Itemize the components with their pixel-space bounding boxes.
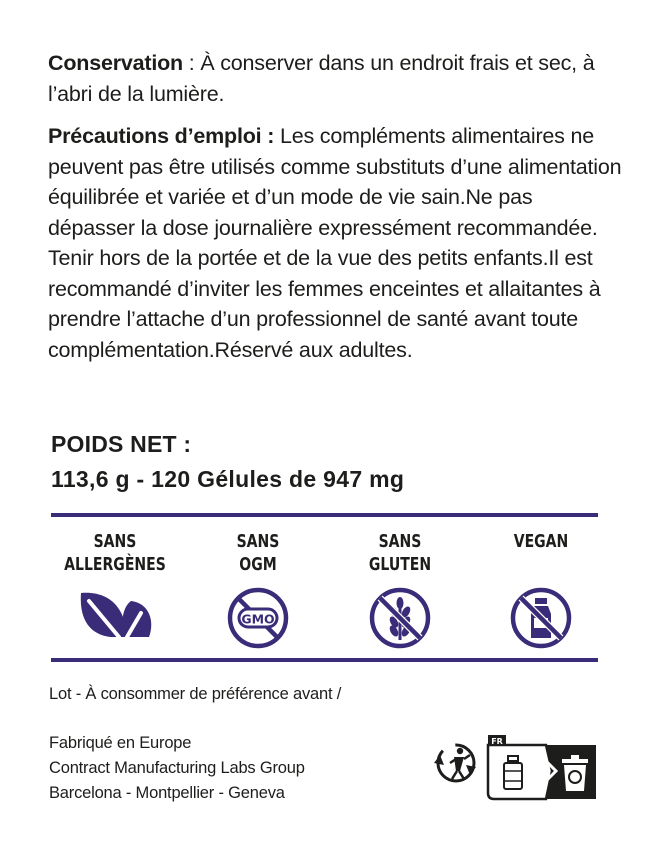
lot-best-before: Lot - À consommer de préférence avant / [49,685,342,703]
badge-sans-gluten [330,530,470,650]
leaves-icon [75,587,155,647]
no-gmo-icon [226,586,290,650]
conservation-text: À conserver dans un endroit frais et sec, à l’abri de la lumière. [48,51,595,106]
badge-label-line2: OGM [239,554,277,575]
no-milk-icon [509,586,573,650]
badges-bottom-divider [51,658,598,662]
badge-label-line1: VEGAN [513,531,569,552]
conservation-paragraph [48,48,623,109]
badge-label-line2: ALLERGÈNES [64,554,166,575]
triman-country-label: FR [491,737,503,746]
badges-top-divider [51,513,598,517]
locations-line: Barcelona - Montpellier - Geneva [49,784,285,802]
badge-sans-ogm [188,530,328,650]
badge-label-line1: SANS [93,531,137,552]
no-gluten-icon [368,586,432,650]
triman-recycling-icon [430,733,600,803]
badge-label [203,530,312,576]
manufacturer-info [49,731,305,806]
precautions-label: Précautions d’emploi : [48,124,275,148]
badge-label-line1: SANS [378,531,422,552]
precautions-text: Les compléments alimentaires ne peuvent pas être utilisés comme substituts d’une alimentation équilibrée et variée et d’un mode de vie sain.Ne pas dépasser la dose journalière expressément recommandée. Tenir hors de la portée et de la vue des petits enfants.Il est recommandé d’inviter les femmes enceintes et allaitantes à prendre l’attache d’un professionnel de santé avant toute complémentation.Réservé aux adultes. [48,124,622,362]
company-line: Contract Manufacturing Labs Group [49,759,305,777]
gmo-icon-text: GMO [241,611,275,627]
badge-sans-allergenes [45,530,185,647]
precautions-paragraph [48,121,623,365]
badge-vegan [471,530,611,650]
badge-label [486,530,595,576]
badge-label-line1: SANS [236,531,280,552]
net-weight-title: POIDS NET : [51,431,192,457]
badge-label [60,530,169,576]
badge-label [345,530,454,576]
made-in-line: Fabriqué en Europe [49,734,192,752]
conservation-label: Conservation [48,51,183,75]
badge-label-line2 [486,553,595,576]
badge-label-line2: GLUTEN [368,554,432,575]
net-weight-value: 113,6 g - 120 Gélules de 947 mg [51,466,405,492]
conservation-separator: : [183,51,201,75]
